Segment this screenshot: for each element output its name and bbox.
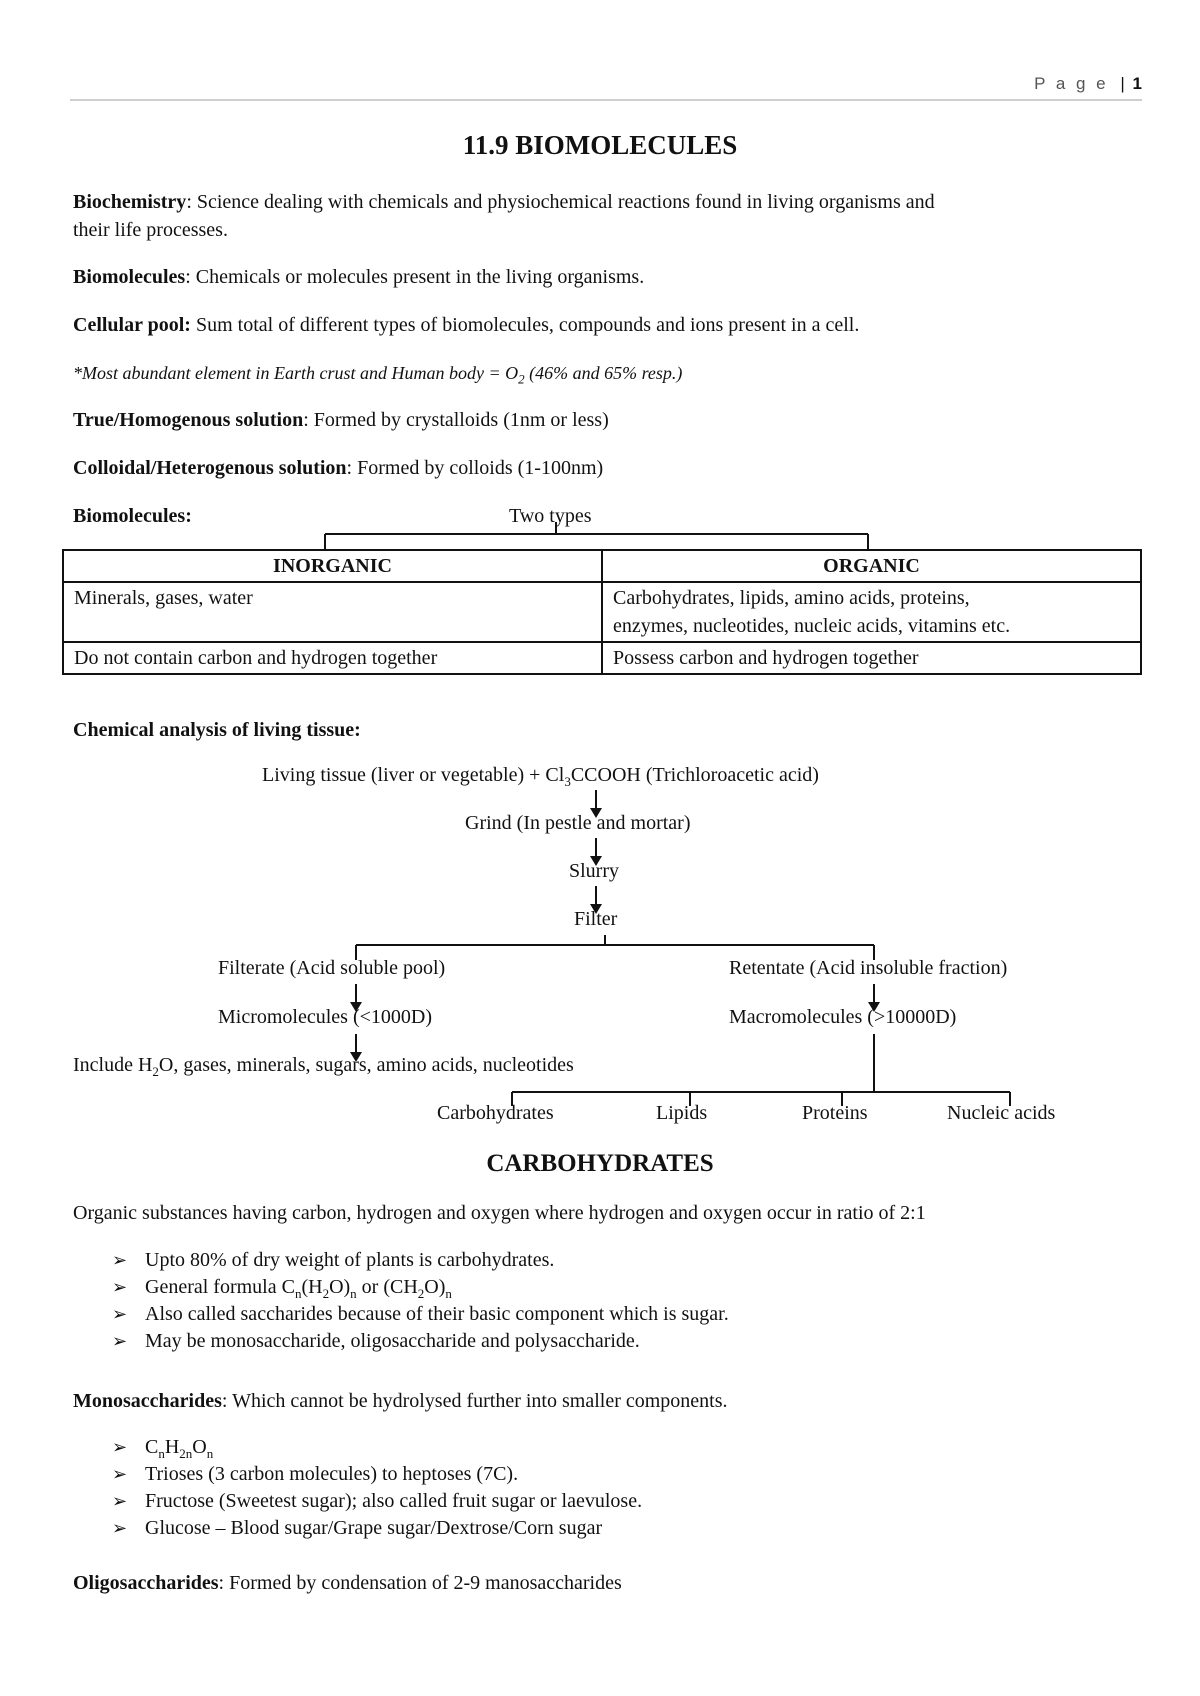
list-item-text: Upto 80% of dry weight of plants is carbohydrates.: [145, 1249, 555, 1271]
list-item: [112, 1274, 729, 1301]
arrowhead-bullet-icon: ➢: [112, 1491, 128, 1512]
formula-sub: n: [294, 1286, 302, 1301]
term-biomolecules: Biomolecules: [73, 266, 186, 288]
macro-child-proteins: Proteins: [802, 1102, 868, 1124]
list-item: [112, 1301, 729, 1328]
list-item: [112, 1515, 642, 1542]
flow-step-slurry: Slurry: [569, 860, 619, 882]
macro-child-lipids: Lipids: [656, 1102, 708, 1124]
table-cell: [602, 582, 1141, 642]
note-abundant-tail: (46% and 65% resp.): [524, 363, 683, 383]
text-colloidal-solution: : Formed by colloids (1-100nm): [346, 457, 604, 479]
flow-micromolecules: Micromolecules (<1000D): [218, 1006, 433, 1028]
arrowhead-bullet-icon: ➢: [112, 1304, 128, 1325]
mono-formula: [145, 1436, 214, 1461]
arrowhead-bullet-icon: ➢: [112, 1250, 128, 1271]
note-abundant-sub: 2: [518, 371, 525, 387]
two-types-label: Two types: [509, 505, 592, 527]
step1-text-a: Living tissue (liver or vegetable) + Cl: [262, 764, 565, 786]
text-biochemistry: : Science dealing with chemicals and physiochemical reactions found in living organisms and: [186, 191, 935, 213]
formula-part: O): [329, 1276, 351, 1298]
arrowhead-bullet-icon: ➢: [112, 1331, 128, 1352]
include-sub: 2: [152, 1064, 159, 1079]
formula-part: H: [164, 1436, 180, 1458]
formula-sub: n: [445, 1286, 452, 1301]
definition-oligosaccharides: [73, 1569, 1143, 1597]
flow-step-grind: Grind (In pestle and mortar): [465, 812, 691, 834]
macro-child-nucleic-acids: Nucleic acids: [947, 1102, 1056, 1124]
flow-step-filter: Filter: [574, 908, 618, 930]
formula-sub: n: [350, 1286, 357, 1301]
arrowhead-bullet-icon: ➢: [112, 1464, 128, 1485]
term-monosaccharides: Monosaccharides: [73, 1390, 222, 1412]
formula-part: or (CH: [356, 1276, 418, 1298]
arrowhead-bullet-icon: ➢: [112, 1518, 128, 1539]
flow-filterate: Filterate (Acid soluble pool): [218, 957, 446, 979]
include-text-a: Include H: [73, 1054, 153, 1076]
table-cell-line: enzymes, nucleotides, nucleic acids, vitamins etc.: [613, 615, 1011, 637]
flow-include-list: [73, 1054, 574, 1077]
list-item: [112, 1461, 642, 1488]
analysis-heading: [73, 716, 1143, 744]
page-number: 1: [1132, 74, 1142, 93]
flow-macromolecules: Macromolecules (>10000D): [729, 1006, 957, 1028]
list-item-text: Fructose (Sweetest sugar); also called fruit sugar or laevulose.: [145, 1490, 643, 1512]
list-item-text: Glucose – Blood sugar/Grape sugar/Dextrose/Corn sugar: [145, 1517, 603, 1539]
note-abundant-text: *Most abundant element in Earth crust and Human body = O: [73, 363, 519, 383]
term-oligosaccharides: Oligosaccharides: [73, 1572, 219, 1594]
list-item-text: May be monosaccharide, oligosaccharide and polysaccharide.: [145, 1330, 640, 1352]
table-cell-line: Carbohydrates, lipids, amino acids, proteins,: [613, 587, 970, 609]
table-header-inorganic: INORGANIC: [63, 550, 602, 582]
term-biomolecules-types: Biomolecules:: [73, 505, 192, 527]
text-biomolecules: : Chemicals or molecules present in the living organisms.: [185, 266, 645, 288]
text-monosaccharides: : Which cannot be hydrolysed further into smaller components.: [221, 1390, 728, 1412]
biomolecule-types-table: [62, 549, 1142, 675]
macro-child-carbohydrates: Carbohydrates: [437, 1102, 554, 1124]
definition-monosaccharides: [73, 1387, 1143, 1415]
step1-sub: 3: [564, 774, 571, 789]
flow-step-living-tissue: [262, 764, 819, 787]
formula-sub: 2n: [179, 1446, 193, 1461]
formula-part: C: [145, 1436, 159, 1458]
text-oligosaccharides: : Formed by condensation of 2-9 manosaccharides: [218, 1572, 622, 1594]
section-heading-carbohydrates: CARBOHYDRATES: [486, 1150, 714, 1177]
monosaccharides-bullet-list: [112, 1434, 642, 1542]
text-biochemistry-cont: their life processes.: [73, 219, 228, 241]
arrowhead-bullet-icon: ➢: [112, 1437, 128, 1458]
include-text-b: O, gases, minerals, sugars, amino acids, nucleotides: [158, 1054, 574, 1076]
table-header-row: [63, 550, 1141, 582]
formula-part: (H: [301, 1276, 323, 1298]
list-item: [112, 1434, 642, 1461]
term-true-solution: True/Homogenous solution: [73, 409, 304, 431]
text-cellular-pool: Sum total of different types of biomolecules, compounds and ions present in a cell.: [190, 314, 860, 336]
page-separator: |: [1120, 74, 1125, 93]
table-cell: Minerals, gases, water: [63, 582, 602, 642]
term-cellular-pool: Cellular pool:: [73, 314, 191, 336]
table-cell: Possess carbon and hydrogen together: [602, 642, 1141, 674]
table-header-organic: ORGANIC: [602, 550, 1141, 582]
term-biochemistry: Biochemistry: [73, 191, 187, 213]
analysis-heading-text: Chemical analysis of living tissue:: [73, 719, 361, 741]
flow-retentate: Retentate (Acid insoluble fraction): [729, 957, 1008, 979]
list-item-text: Also called saccharides because of their basic component which is sugar.: [145, 1303, 729, 1325]
page-label: P a g e: [1034, 74, 1109, 93]
list-item: [112, 1488, 642, 1515]
table-row: [63, 582, 1141, 642]
carbohydrates-bullet-list: [112, 1247, 729, 1355]
formula-part: General formula C: [145, 1276, 295, 1298]
formula-part: O: [192, 1436, 207, 1458]
formula-sub: 2: [322, 1286, 330, 1301]
page-title: 11.9 BIOMOLECULES: [462, 130, 738, 160]
carbohydrates-intro: Organic substances having carbon, hydrogen and oxygen where hydrogen and oxygen occur in ratio of 2:1: [73, 1202, 926, 1224]
table-cell: Do not contain carbon and hydrogen together: [63, 642, 602, 674]
formula-part: O): [424, 1276, 446, 1298]
formula-sub: 2: [417, 1286, 425, 1301]
list-item: [112, 1247, 729, 1274]
general-formula: [145, 1276, 452, 1301]
list-item-text: Trioses (3 carbon molecules) to heptoses (7C).: [145, 1463, 519, 1485]
arrowhead-bullet-icon: ➢: [112, 1277, 128, 1298]
list-item: [112, 1328, 729, 1355]
table-row: [63, 642, 1141, 674]
formula-sub: n: [158, 1446, 165, 1461]
step1-text-b: CCOOH (Trichloroacetic acid): [570, 764, 819, 786]
term-colloidal-solution: Colloidal/Heterogenous solution: [73, 457, 347, 479]
formula-sub: n: [206, 1446, 214, 1461]
text-true-solution: : Formed by crystalloids (1nm or less): [303, 409, 609, 431]
